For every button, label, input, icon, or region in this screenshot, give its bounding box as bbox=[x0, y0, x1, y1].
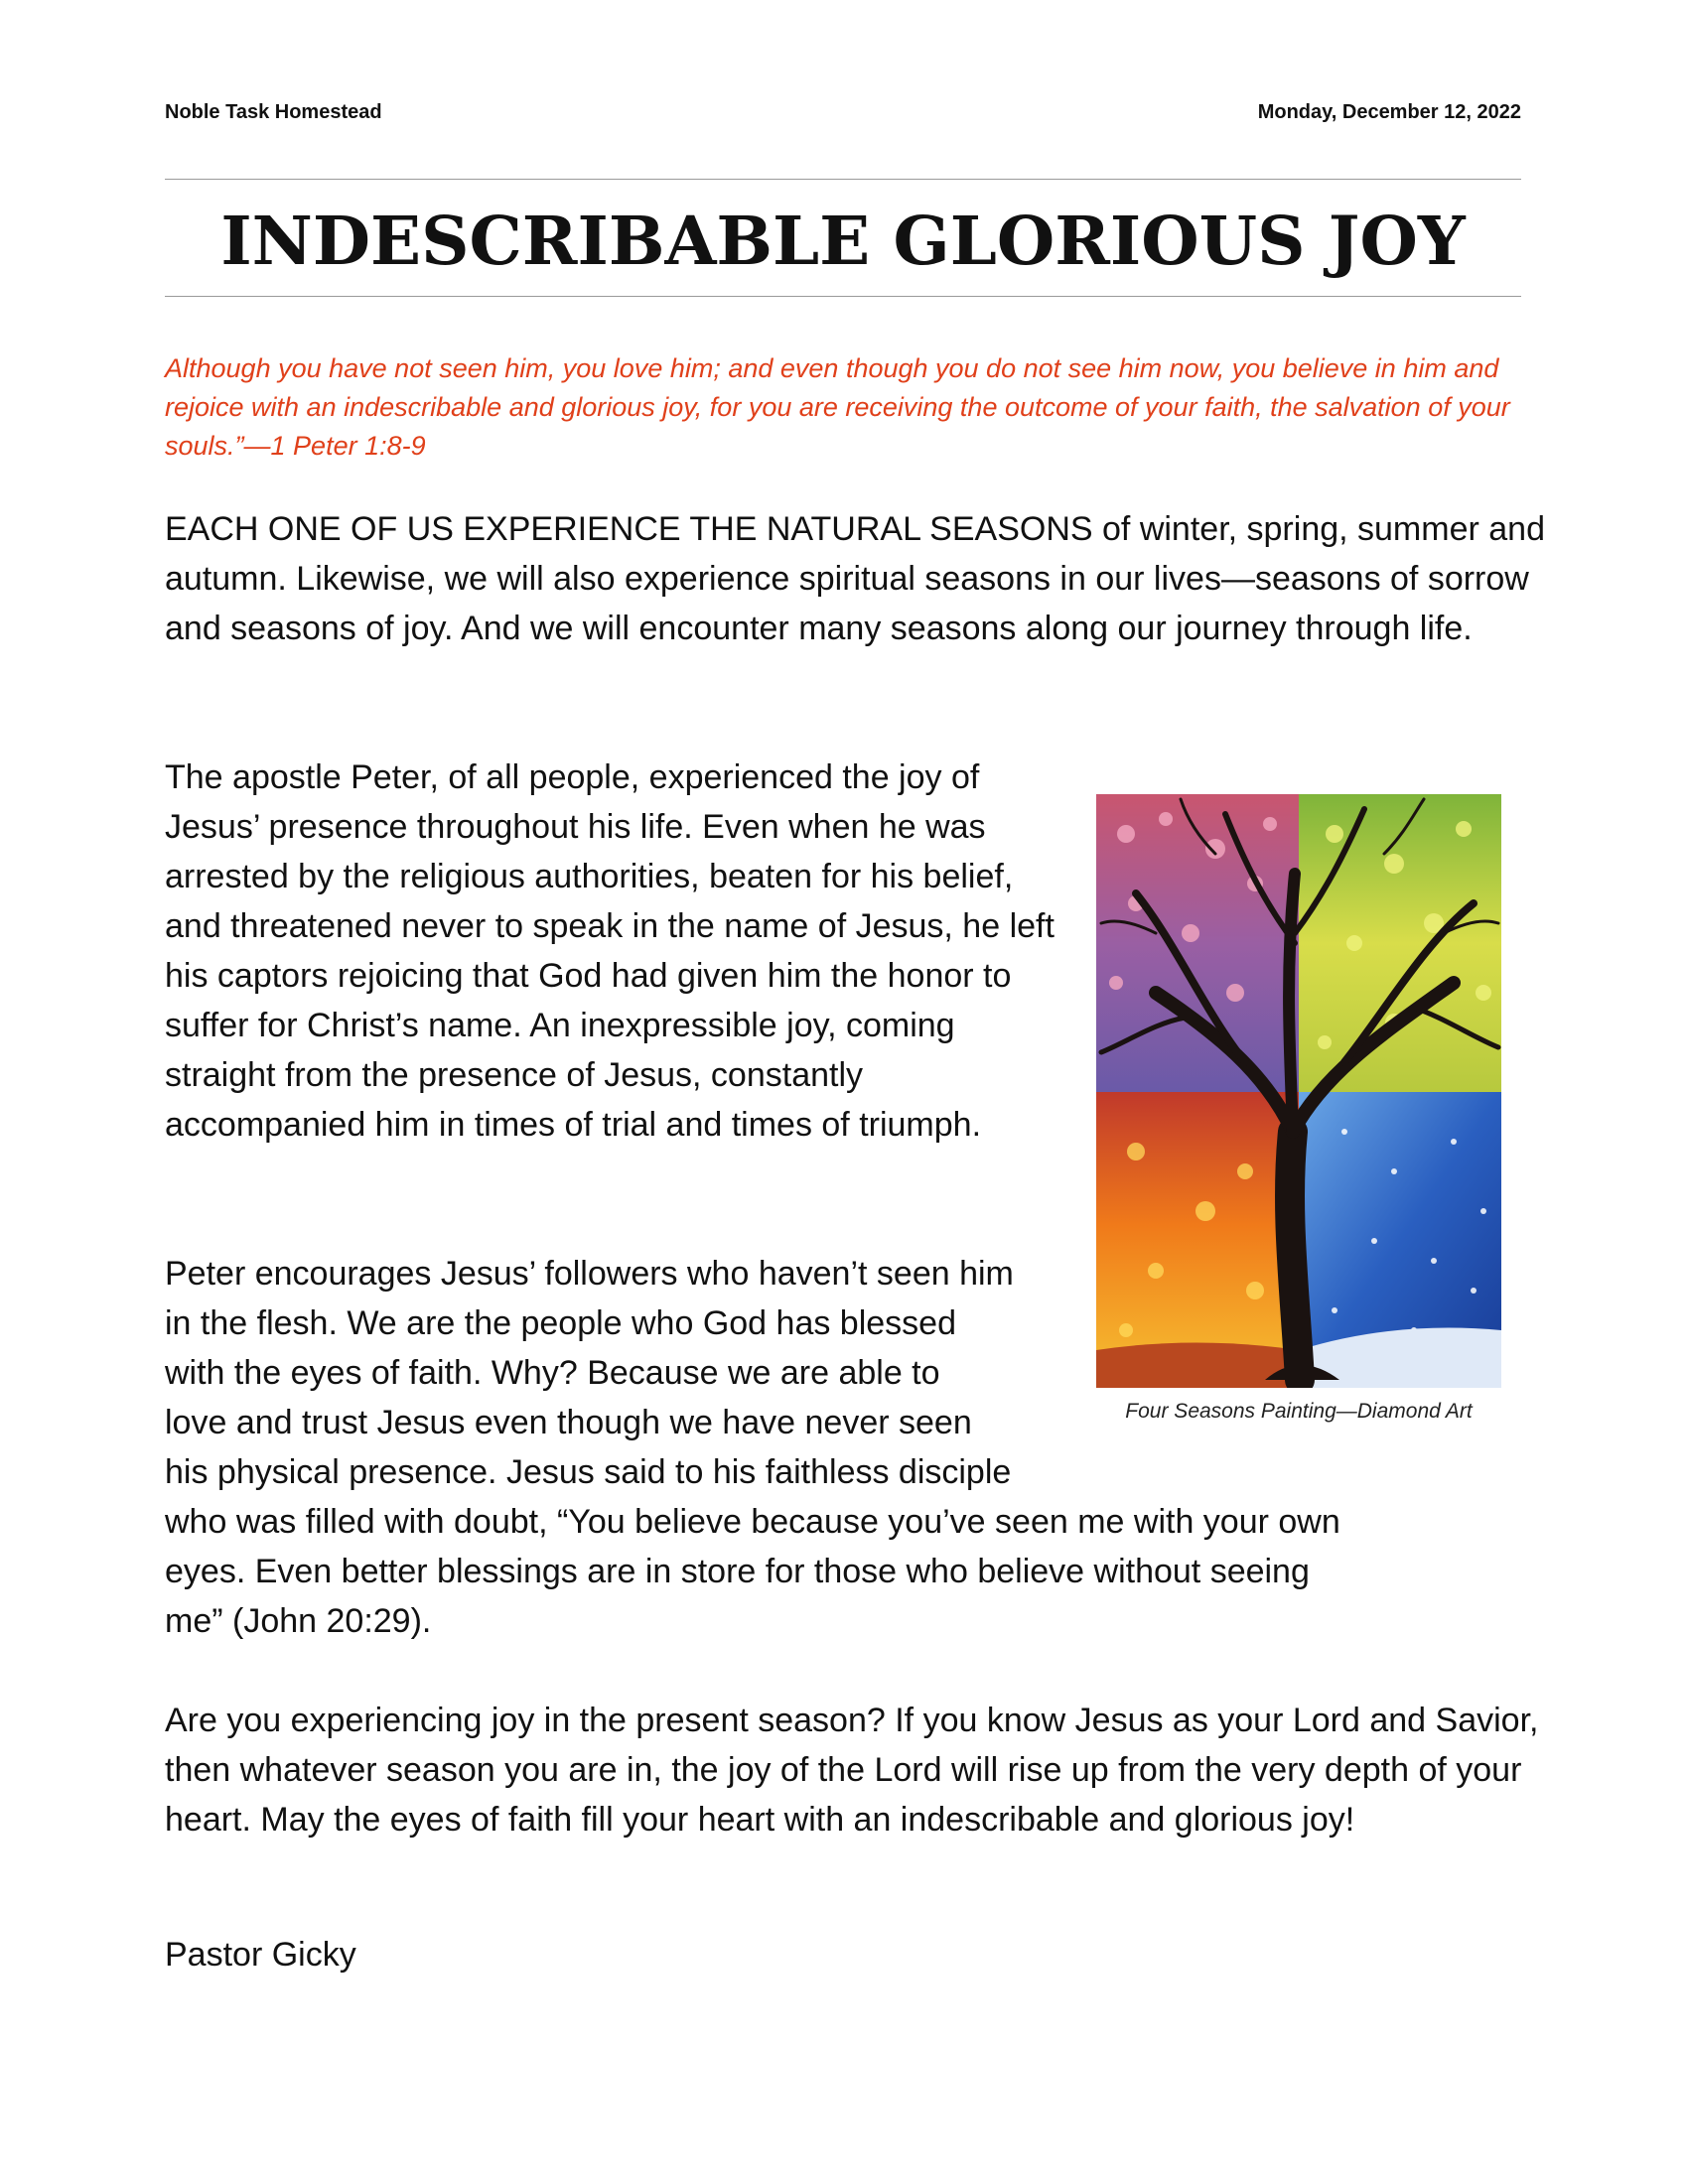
title-rule-bottom bbox=[165, 296, 1521, 297]
paragraph-3-line: Peter encourages Jesus’ followers who haven’t seen him bbox=[165, 1255, 1014, 1293]
document-page bbox=[165, 0, 1545, 2184]
painting-caption: Four Seasons Painting—Diamond Art bbox=[1125, 1400, 1473, 1423]
scripture-epigraph: Although you have not seen him, you love him; and even though you do not see him now, you believe in him and rejoice with an indescribable and glorious joy, for you are receiving the outcome of your faith, the salvation of your souls.”—1 Peter 1:8-9 bbox=[165, 353, 1510, 461]
paragraph-3-line: who was filled with doubt, “You believe because you’ve seen me with your own bbox=[165, 1503, 1340, 1541]
paragraph-2: The apostle Peter, of all people, experienced the joy of Jesus’ presence throughout his life. Even when he was arrested by the religious authorities, beaten for his belief, and threatened never to speak in the name of Jesus, he left his captors rejoicing that God had given him the honor to suffer for Christ’s name. An inexpressible joy, coming straight from the presence of Jesus, constantly accompanied him in times of trial and times of triumph. bbox=[165, 758, 1055, 1144]
title-rule-top bbox=[165, 179, 1521, 180]
signature: Pastor Gicky bbox=[165, 1936, 356, 1974]
publication-date: Monday, December 12, 2022 bbox=[1257, 101, 1521, 123]
paragraph-3-line: in the flesh. We are the people who God has blessed bbox=[165, 1304, 956, 1342]
paragraph-1: EACH ONE OF US EXPERIENCE THE NATURAL SEASONS of winter, spring, summer and autumn. Likewise, we will also experience spiritual seasons in our lives—seasons of sorrow and seasons of joy. And we will encounter many seasons along our journey through life. bbox=[165, 510, 1545, 647]
paragraph-3 bbox=[165, 1249, 1521, 1646]
publisher-name: Noble Task Homestead bbox=[165, 101, 382, 123]
paragraph-3-line: with the eyes of faith. Why? Because we are able to bbox=[165, 1354, 940, 1392]
paragraph-3-line: love and trust Jesus even though we have never seen bbox=[165, 1404, 972, 1441]
page-title: INDESCRIBABLE GLORIOUS JOY bbox=[220, 202, 1466, 280]
paragraph-3-line: me” (John 20:29). bbox=[165, 1602, 432, 1640]
paragraph-3-line: eyes. Even better blessings are in store for those who believe without seeing bbox=[165, 1553, 1310, 1590]
paragraph-3-line: his physical presence. Jesus said to his faithless disciple bbox=[165, 1453, 1012, 1491]
paragraph-4: Are you experiencing joy in the present season? If you know Jesus as your Lord and Savior, then whatever season you are in, the joy of the Lord will rise up from the very depth of your heart. May the eyes of faith fill your heart with an indescribable and glorious joy! bbox=[165, 1702, 1539, 1839]
